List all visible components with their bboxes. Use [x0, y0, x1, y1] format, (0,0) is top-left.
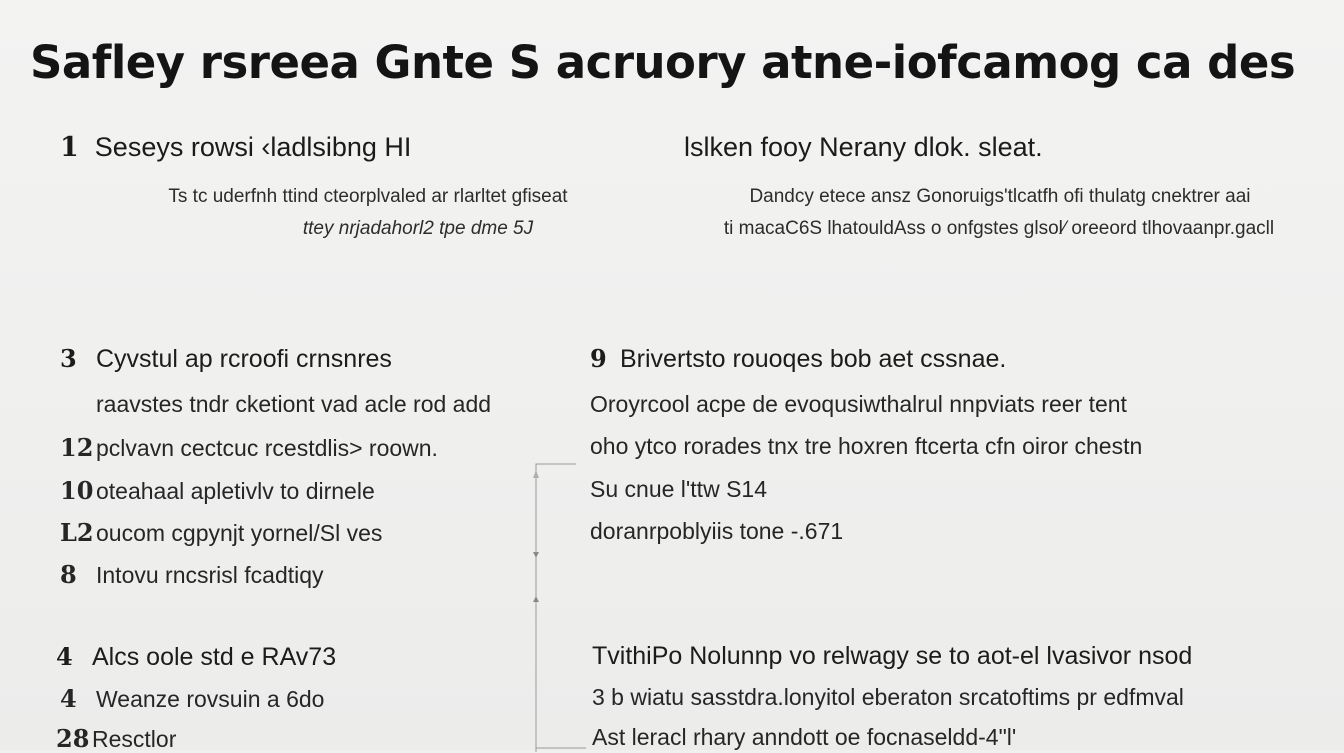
page-title: Safley rsreea Gnte S acruory atne-iofcamog ca des [30, 36, 1296, 89]
section-4-item-2-text: Resctlor [92, 726, 177, 752]
section-3-item-1-text: raavstes tndr cketiont vad acle rod add [96, 391, 492, 417]
section-3-item-2-number: 12 [60, 433, 94, 462]
section-1-heading [60, 132, 411, 163]
section-3-item-2-text: pclvavn cectcuc rcestdlis> roown. [96, 435, 438, 461]
section-9-item-3: Su cnue l'ttw S14 [590, 476, 767, 502]
section-3-heading-text: Cyvstul ap rcroofi crnsnres [96, 345, 392, 373]
section-9-number: 9 [590, 344, 607, 373]
section-9-item-4: doranrpoblyiis tone -.671 [590, 518, 844, 544]
section-3-item-2 [60, 433, 438, 462]
section-3-number: 3 [60, 344, 77, 373]
section-right-bottom-heading: TvithiPo Nolunnp vo relwagy se to aot-el lvasivor nsod [592, 642, 1193, 670]
section-4-number: 4 [56, 642, 73, 671]
section-1-heading-text: Seseys rowsi ‹ladlsibng HI [94, 132, 412, 162]
section-3-item-5 [60, 560, 324, 589]
section-3-item-5-text: Intovu rncsrisl fcadtiqy [96, 562, 324, 588]
section-3-item-3-text: oteahaal apletivlv to dirnele [96, 478, 375, 504]
section-3-item-4-number: L2 [60, 518, 94, 547]
section-3-item-1 [60, 391, 491, 418]
connector-lines [530, 462, 590, 752]
section-1-desc-line-1: Ts tc uderfnh ttind cteorplvaled ar rlarltet gfiseat [168, 186, 568, 207]
section-2-desc-line-1: Dandcy etece ansz Gonoruigs'tlcatfh ofi thulatg cnektrer aai [749, 186, 1251, 207]
section-4-item-2-number: 28 [56, 724, 90, 753]
section-9-item-2: oho ytco rorades tnx tre hoxren ftcerta cfn oiror chestn [590, 433, 1143, 459]
section-3-item-3 [60, 476, 375, 505]
section-4-item-1 [60, 684, 324, 713]
section-1-desc-line-2: ttey nrjadahorl2 tpe dme 5J [302, 218, 534, 239]
section-2-desc-line-2: ti macaC6S lhatouldAss o onfgstes glsol⁄ oreeord tlhovaanpr.gacll [723, 218, 1275, 239]
section-9-item-1: Oroyrcool acpe de evoqusiwthalrul nnpviats reer tent [590, 391, 1127, 417]
section-3-item-4 [60, 518, 382, 547]
section-right-bottom-item-2: Ast leracl rhary anndott oe focnaseldd-4"l' [592, 724, 1017, 750]
section-9-heading-text: Brivertsto rouoqes bob aet cssnae. [620, 345, 1007, 373]
section-4-item-1-text: Weanze rovsuin a 6do [96, 686, 325, 712]
section-2-heading: lslken fooy Nerany dlok. sleat. [684, 132, 1043, 162]
section-4-item-1-number: 4 [60, 684, 77, 713]
section-1-number: 1 [60, 132, 79, 163]
section-3-item-3-number: 10 [60, 476, 94, 505]
section-3-item-5-number: 8 [60, 560, 77, 589]
section-4-item-2 [56, 724, 176, 753]
section-3-item-4-text: oucom cgpynjt yornel/Sl ves [96, 520, 383, 546]
section-4-heading-text: Alcs oole std e RAv73 [92, 643, 337, 671]
section-4-heading [56, 642, 336, 672]
section-9-heading [590, 344, 1006, 374]
section-right-bottom-item-1: 3 b wiatu sasstdra.lonyitol eberaton srcatoftims pr edfmval [592, 684, 1184, 710]
section-3-heading [60, 344, 392, 374]
